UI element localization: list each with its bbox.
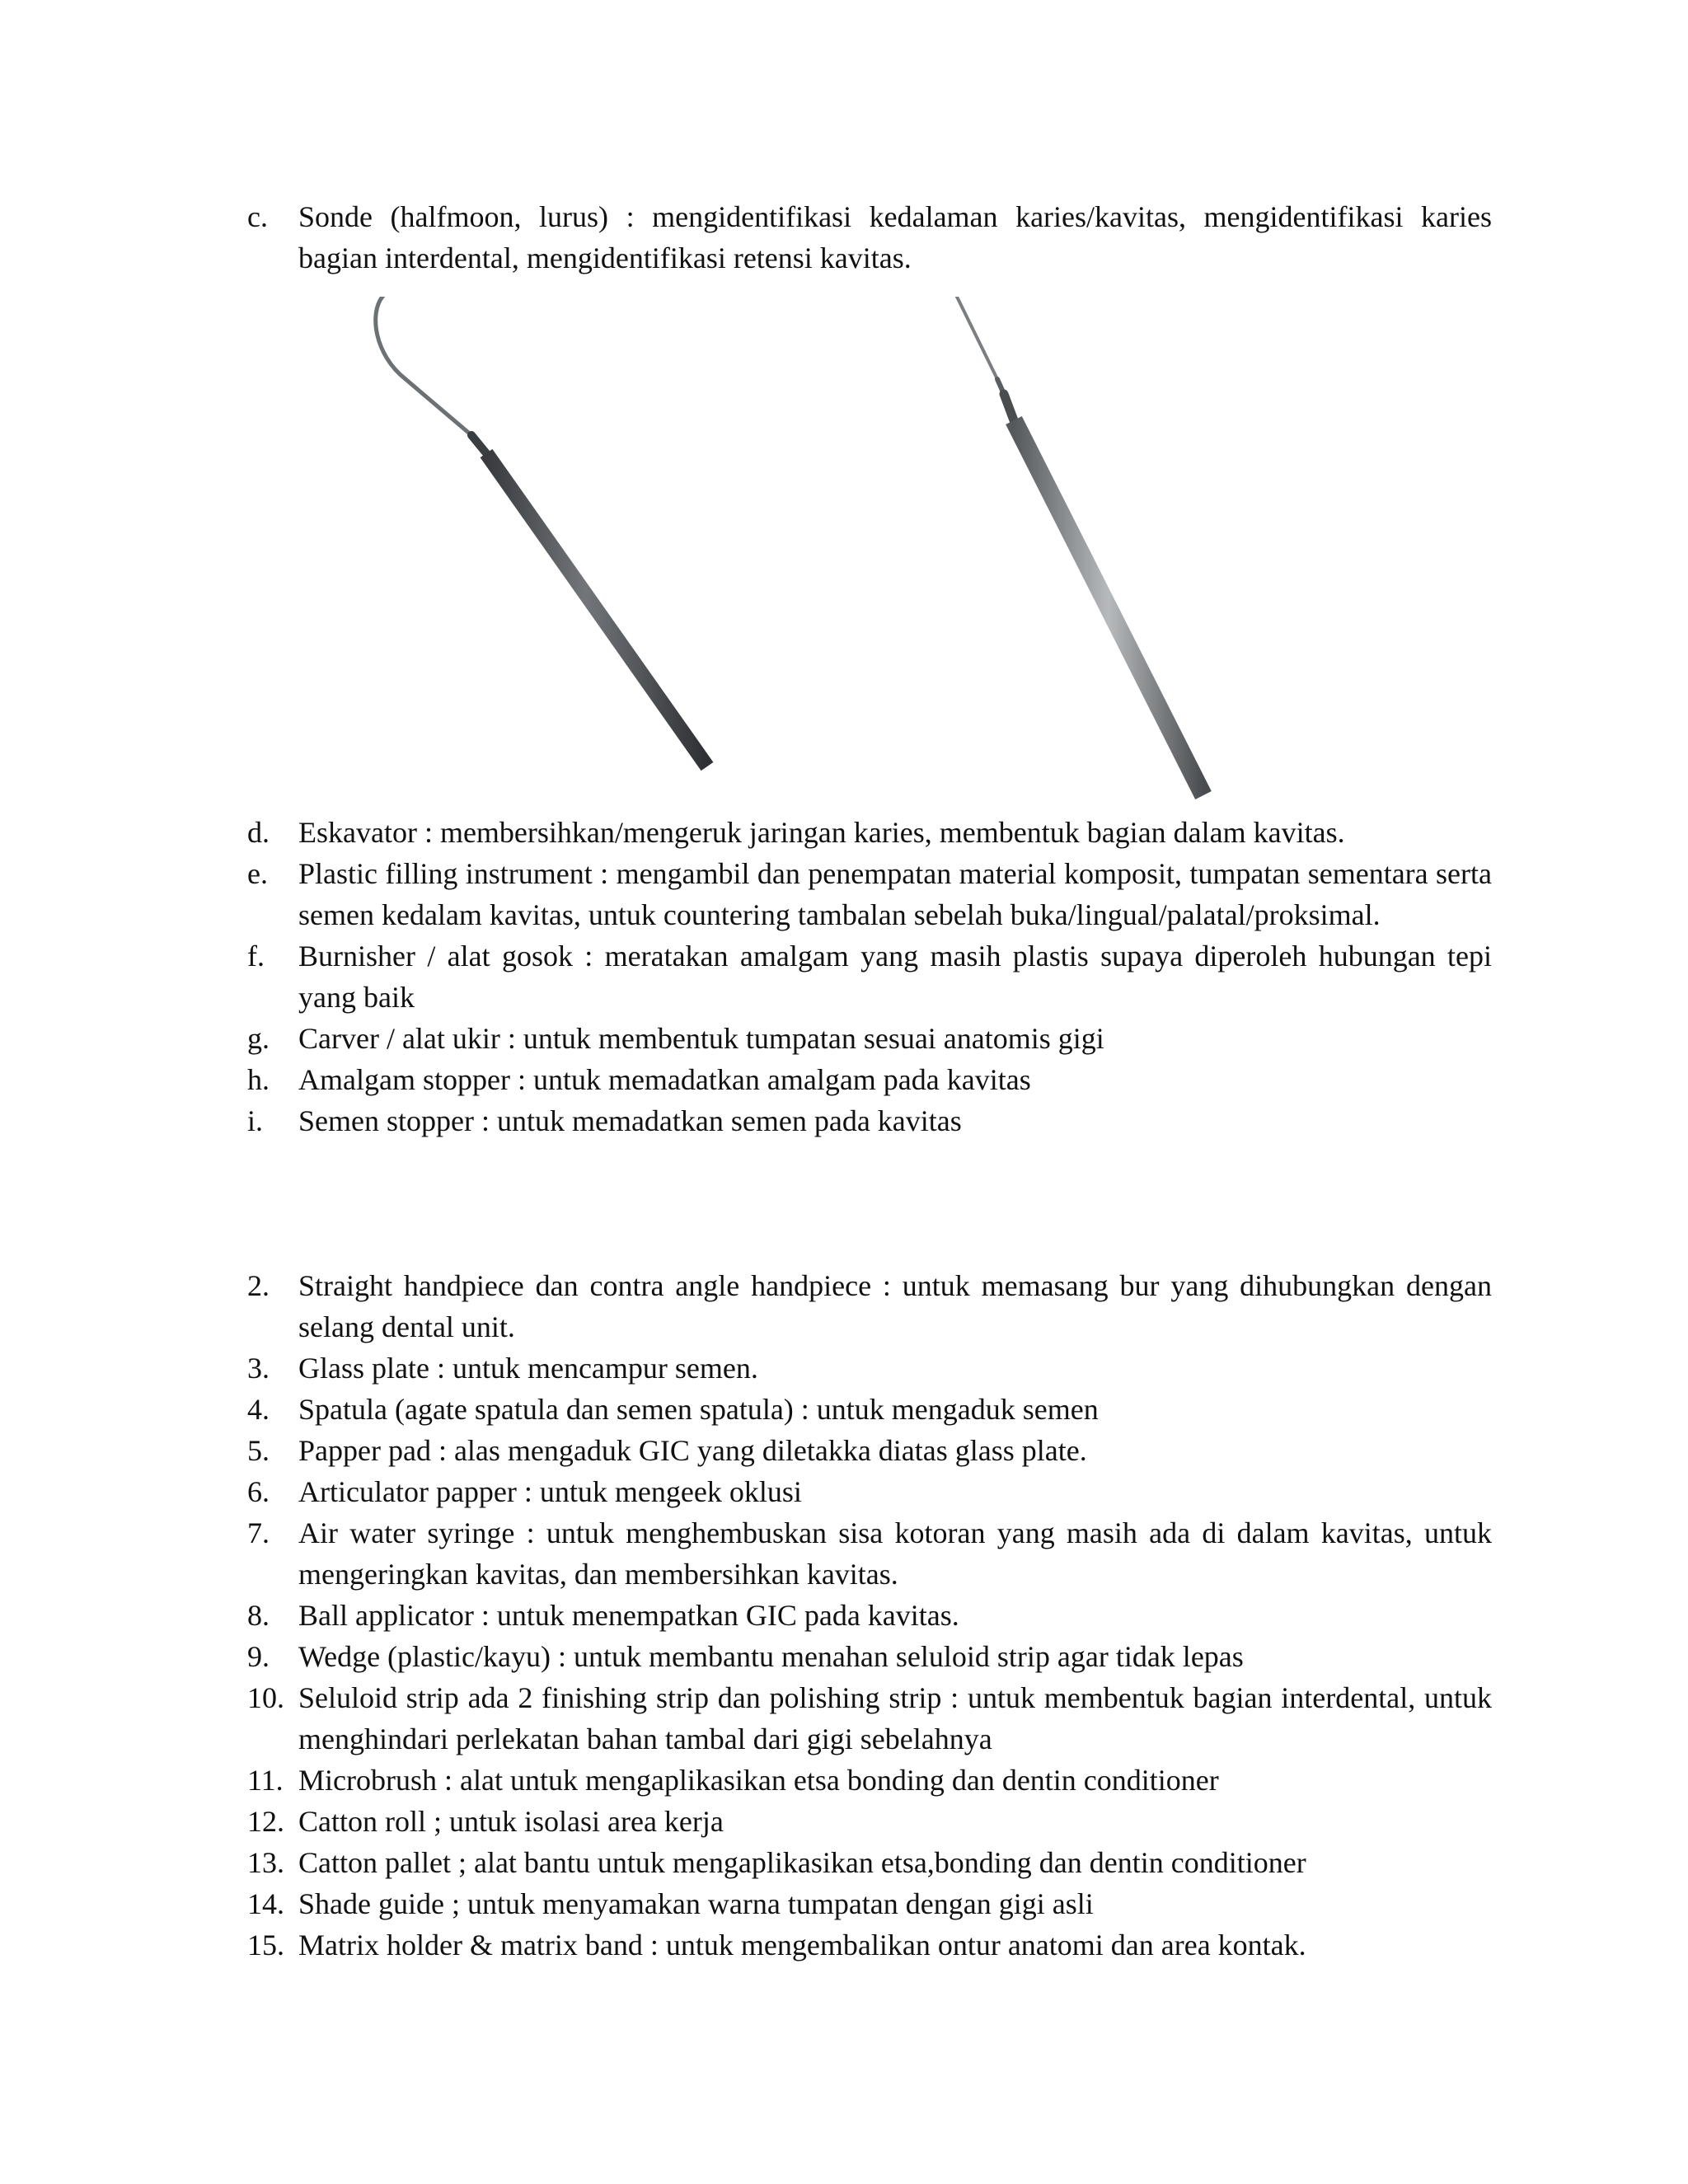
list-item-text: Articulator papper : untuk mengeek oklusi [298,1475,802,1508]
list-item [247,1883,1492,1924]
list-item-text: Catton pallet ; alat bantu untuk mengaplikasikan etsa,bonding dan dentin conditioner [298,1846,1306,1879]
list-item-text: Eskavator : membersihkan/mengeruk jaringan karies, membentuk bagian dalam kavitas. [298,816,1345,849]
sub-item-list [247,812,1492,1141]
list-item-text: Matrix holder & matrix band : untuk mengembalikan ontur anatomi dan area kontak. [298,1929,1306,1961]
list-item [247,1265,1492,1347]
list-marker: e. [247,857,268,890]
list-item-text: Plastic filling instrument : mengambil dan penempatan material komposit, tumpatan sementara serta semen kedalam kavitas, untuk countering tambalan sebelah buka/lingual/palatal/proksimal. [298,857,1492,931]
list-marker: 2. [247,1269,270,1302]
list-marker: 6. [247,1475,270,1508]
list-marker: 4. [247,1393,270,1426]
list-item-text: Spatula (agate spatula dan semen spatula) : untuk mengaduk semen [298,1393,1099,1426]
list-item-text: Microbrush : alat untuk mengaplikasikan etsa bonding dan dentin conditioner [298,1764,1219,1797]
list-item-text: Carver / alat ukir : untuk membentuk tumpatan sesuai anatomis gigi [298,1022,1104,1055]
list-item-text: Burnisher / alat gosok : meratakan amalgam yang masih plastis supaya diperoleh hubungan tepi yang baik [298,940,1492,1014]
list-item-text: Straight handpiece dan contra angle handpiece : untuk memasang bur yang dihubungkan dengan selang dental unit. [298,1269,1492,1343]
list-marker: 9. [247,1640,270,1673]
list-item-text: Semen stopper : untuk memadatkan semen pada kavitas [298,1104,962,1137]
sonde-list [247,196,1492,279]
list-marker: 14. [247,1887,284,1920]
list-item-text: Amalgam stopper : untuk memadatkan amalgam pada kavitas [298,1063,1031,1096]
list-marker: 7. [247,1516,270,1549]
list-item [247,1389,1492,1430]
list-item [247,1636,1492,1677]
list-item [247,935,1492,1018]
list-item [247,1677,1492,1760]
list-item [247,853,1492,935]
list-marker: 10. [247,1681,284,1714]
sonde-figure [330,297,1278,799]
list-marker: 13. [247,1846,284,1879]
list-item-text: Wedge (plastic/kayu) : untuk membantu menahan seluloid strip agar tidak lepas [298,1640,1244,1673]
list-item [247,812,1492,853]
list-item [247,1760,1492,1801]
list-marker: h. [247,1063,270,1096]
list-item-text: Seluloid strip ada 2 finishing strip dan polishing strip : untuk membentuk bagian interdental, untuk menghindari perlekatan bahan tambal dari gigi sebelahnya [298,1681,1492,1755]
list-marker: d. [247,816,270,849]
list-item [247,1347,1492,1389]
list-marker: 5. [247,1434,270,1467]
list-item [247,1100,1492,1141]
list-item [247,1018,1492,1059]
list-marker: g. [247,1022,270,1055]
list-marker: 3. [247,1352,270,1385]
halfmoon-sonde-icon [376,297,707,766]
list-item [247,1842,1492,1883]
list-item-text: Air water syringe : untuk menghembuskan sisa kotoran yang masih ada di dalam kavitas, untuk mengeringkan kavitas, dan membersihkan kavitas. [298,1516,1492,1591]
list-item [247,1512,1492,1595]
list-marker: 8. [247,1599,270,1632]
list-item [247,1430,1492,1471]
list-item-sonde [247,196,1492,279]
list-marker: 11. [247,1764,284,1797]
list-item [247,1471,1492,1512]
list-marker: i. [247,1104,264,1137]
list-marker: c. [247,200,268,233]
list-item-text: Shade guide ; untuk menyamakan warna tumpatan dengan gigi asli [298,1887,1094,1920]
sonde-figure-svg [330,297,1278,799]
list-item [247,1801,1492,1842]
list-item-text: Catton roll ; untuk isolasi area kerja [298,1805,724,1838]
list-item-text: Glass plate : untuk mencampur semen. [298,1352,758,1385]
list-item-text: Ball applicator : untuk menempatkan GIC pada kavitas. [298,1599,959,1632]
list-item [247,1595,1492,1636]
numbered-list [247,1265,1492,1966]
straight-sonde-icon [956,297,1203,795]
list-marker: f. [247,940,265,972]
list-item [247,1059,1492,1100]
list-marker: 15. [247,1929,284,1961]
list-item [247,1924,1492,1966]
list-marker: 12. [247,1805,284,1838]
list-item-text: Sonde (halfmoon, lurus) : mengidentifikasi kedalaman karies/kavitas, mengidentifikasi karies bagian interdental, mengidentifikasi retensi kavitas. [298,200,1492,274]
list-item-text: Papper pad : alas mengaduk GIC yang diletakka diatas glass plate. [298,1434,1087,1467]
